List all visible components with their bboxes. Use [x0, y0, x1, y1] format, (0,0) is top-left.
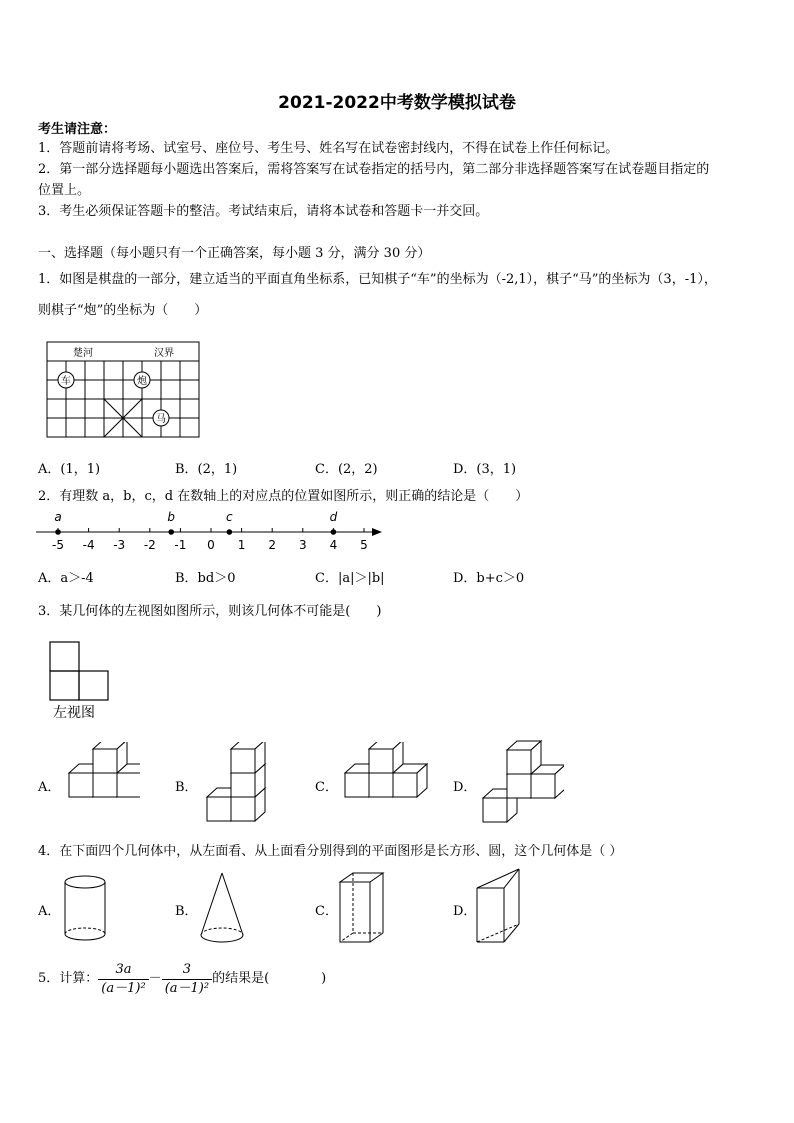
q1-option-b: B．(2，1): [175, 462, 238, 477]
q1-stem-line2: 则棋子“炮”的坐标为（ ）: [38, 303, 208, 318]
number-line-point-d: [331, 529, 337, 535]
svg-text:炮: 炮: [137, 376, 147, 387]
page-title: 2021-2022中考数学模拟试卷: [278, 93, 516, 113]
cylinder-figure: [62, 873, 108, 945]
q5-fraction-1: [98, 961, 148, 998]
q5-minus: －: [148, 971, 162, 986]
left-view-label: 左视图: [53, 705, 95, 721]
q3-option-b-label: B．: [175, 780, 198, 795]
svg-text:车: 车: [61, 376, 71, 387]
number-line-point-label: b: [167, 510, 176, 524]
notice-heading: 考生请注意：: [38, 122, 117, 137]
q4-stem: 4．在下面四个几何体中，从左面看、从上面看分别得到的平面图形是长方形、圆，这个几何体是（ ）: [38, 844, 623, 859]
number-line-point-a: [55, 529, 61, 535]
number-line-tick-label: 3: [298, 538, 307, 552]
q2-option-b: B．bd＞0: [175, 571, 236, 586]
number-line-figure: [36, 508, 386, 553]
q3-option-a-label: A．: [38, 780, 61, 795]
q1-option-a: A．(1，1): [38, 462, 101, 477]
notice-line-3: 位置上。: [38, 183, 91, 198]
svg-text:马: 马: [156, 414, 166, 425]
section-heading: 一、选择题（每小题只有一个正确答案，每小题 3 分，满分 30 分）: [38, 246, 431, 261]
q3-stem: 3．某几何体的左视图如图所示，则该几何体不可能是( ): [38, 604, 382, 619]
q1-option-c: C．(2，2): [315, 462, 378, 477]
piece-pao: [134, 372, 150, 388]
q3-option-b-figure: [204, 742, 278, 824]
q2-stem: 2．有理数 a，b，c，d 在数轴上的对应点的位置如图所示，则正确的结论是（ ）: [38, 489, 529, 504]
number-line-tick-label: -3: [113, 538, 126, 552]
q5-fraction-2-numerator: 3: [182, 961, 192, 977]
number-line-point-c: [227, 529, 233, 535]
notice-line-2: 2．第一部分选择题每小题选出答案后，需将答案写在试卷指定的括号内，第二部分非选择题答案写在试卷题目指定的: [38, 162, 710, 177]
notice-line-1: 1．答题前请将考场、试室号、座位号、考生号、姓名写在试卷密封线内，不得在试卷上作任何标记。: [38, 141, 619, 156]
q3-option-c-label: C．: [315, 780, 338, 795]
q5-stem: [38, 957, 326, 1001]
number-line-tick-label: -2: [143, 538, 156, 552]
number-line-tick-label: -5: [52, 538, 64, 552]
number-line-point-b: [168, 529, 174, 535]
q3-option-d-figure: [480, 735, 564, 825]
chessboard-figure: [46, 341, 202, 439]
number-line-tick-label: 0: [207, 538, 215, 552]
q1-stem-line1: 1．如图是棋盘的一部分，建立适当的平面直角坐标系，已知棋子“车”的坐标为（-2,1），棋子“马”的坐标为（3，-1），: [38, 272, 717, 287]
piece-ma: [153, 410, 169, 426]
rectangular-prism-figure: [337, 870, 387, 946]
river-right-label: 汉界: [154, 348, 174, 359]
number-line-point-label: d: [329, 510, 338, 524]
cone-figure: [198, 871, 246, 947]
q4-option-d-label: D．: [453, 904, 477, 919]
number-line-tick-label: 1: [237, 538, 246, 552]
cube: [231, 742, 265, 773]
q2-option-a: A．a＞-4: [38, 571, 94, 586]
cube: [93, 742, 127, 773]
q5-fraction-2: [162, 961, 212, 998]
q1-option-d: D．(3，1): [453, 462, 517, 477]
q2-option-d: D．b+c＞0: [453, 571, 525, 586]
cube: [369, 742, 403, 773]
number-line-tick-label: -4: [82, 538, 95, 552]
q3-option-c-figure: [342, 742, 442, 824]
cube: [507, 741, 541, 774]
number-line-tick-label: 4: [329, 538, 338, 552]
q5-fraction-1-numerator: 3a: [115, 961, 132, 977]
triangular-prism-figure: [474, 866, 524, 946]
number-line-tick-label: 5: [360, 538, 368, 552]
q5-suffix: 的结果是( ): [212, 971, 327, 986]
notice-line-4: 3．考生必须保证答题卡的整洁。考试结束后，请将本试卷和答题卡一并交回。: [38, 204, 489, 219]
q2-option-c: C．|a|＞|b|: [315, 571, 385, 586]
left-view-figure: [48, 640, 110, 702]
piece-che: [58, 372, 74, 388]
q4-option-b-label: B．: [175, 904, 198, 919]
number-line-point-label: a: [54, 510, 62, 524]
q4-option-c-label: C．: [315, 904, 338, 919]
q3-option-a-figure: [66, 742, 140, 824]
number-line-point-label: c: [226, 510, 233, 524]
q5-prefix: 5．计算：: [38, 971, 99, 986]
river-left-label: 楚河: [73, 348, 93, 359]
q5-fraction-1-denominator: (a－1)²: [98, 979, 148, 998]
q3-option-d-label: D．: [453, 780, 477, 795]
q4-option-a-label: A．: [38, 904, 61, 919]
number-line-tick-label: 2: [268, 538, 277, 552]
q5-fraction-2-denominator: (a－1)²: [162, 979, 212, 998]
number-line-tick-label: -1: [174, 538, 187, 552]
